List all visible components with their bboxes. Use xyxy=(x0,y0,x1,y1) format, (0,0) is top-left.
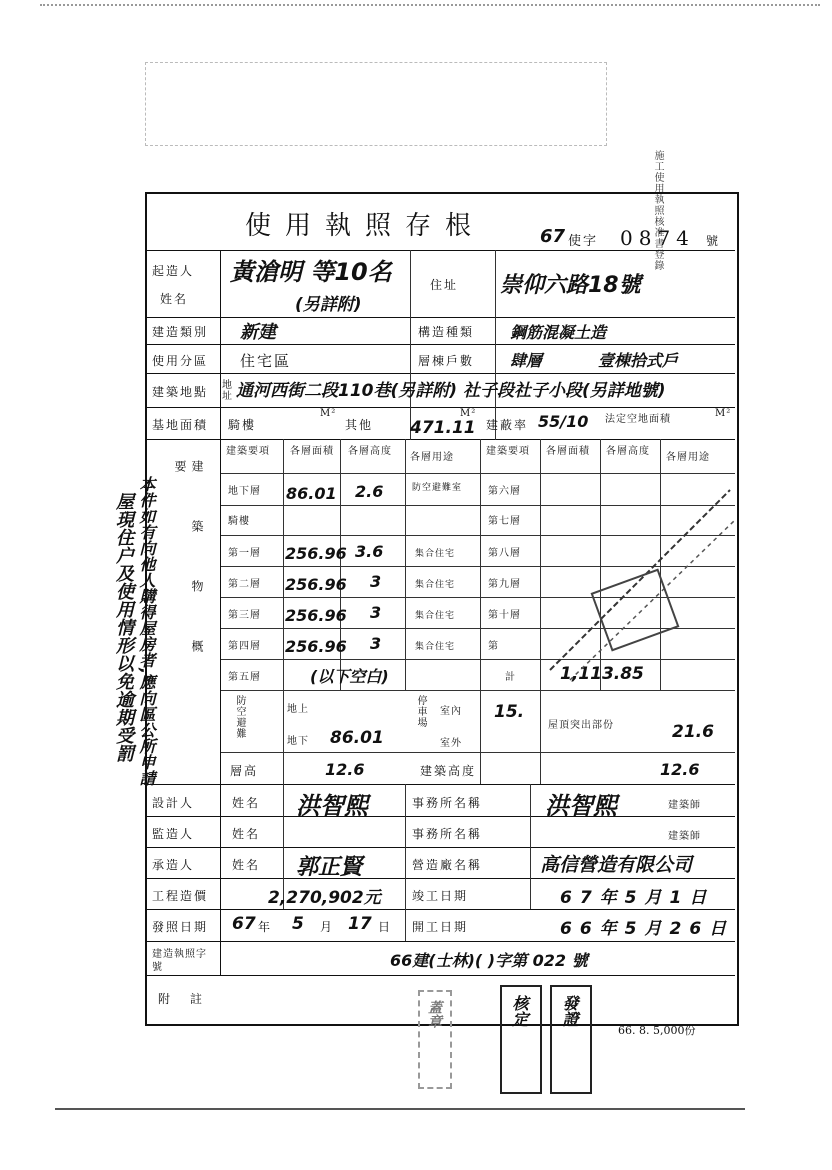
col-line xyxy=(495,250,496,440)
use-zone: 住宅區 xyxy=(240,352,292,370)
f4-label: 第四層 xyxy=(228,641,261,652)
site-location-label: 建築地點 xyxy=(152,385,209,399)
builder-note: (另詳附) xyxy=(295,295,362,315)
row-line xyxy=(145,344,735,345)
other-area: 471.11 xyxy=(410,418,476,438)
floors-households-label: 層棟戶數 xyxy=(418,354,475,368)
issue-year: 67 xyxy=(232,914,256,934)
legal-space-label: 法定空地面積 xyxy=(605,414,671,425)
margin-note-2: 本件如有向他人購得屋房者,應向區公所申請 xyxy=(137,476,156,787)
f4-height: 3 xyxy=(370,634,382,653)
above-label: 地上 xyxy=(287,704,309,715)
col-line xyxy=(480,439,481,784)
col-line xyxy=(405,784,406,941)
building-height: 12.6 xyxy=(660,760,700,779)
defense-label: 騎樓 xyxy=(228,418,257,432)
col-line xyxy=(410,250,411,440)
arcade-label: 騎樓 xyxy=(228,516,250,527)
floor-area-header: 各層面積 xyxy=(546,446,590,457)
floor-use-header: 各層用途 xyxy=(666,452,710,463)
base-area-label: 基地面積 xyxy=(152,418,209,432)
building-category: 新建 xyxy=(240,322,276,343)
row-line xyxy=(145,847,735,848)
f1-label: 第一層 xyxy=(228,548,261,559)
row-line xyxy=(145,407,735,408)
f-blank-label: 第 xyxy=(488,641,499,652)
building-category-label: 建造類別 xyxy=(152,325,209,339)
license-prefix: 67 xyxy=(540,226,566,247)
issue-month-unit: 月 xyxy=(320,920,335,934)
f7-label: 第七層 xyxy=(488,516,521,527)
margin-note: 屋現住户及使用情形以免逾期受罰 xyxy=(113,492,134,762)
row-line xyxy=(145,909,735,910)
name-label: 姓名 xyxy=(232,858,261,872)
f5-note: (以下空白) xyxy=(310,667,389,686)
start-date-label: 竣工日期 xyxy=(412,889,469,903)
total-label: 計 xyxy=(505,672,516,683)
f5-label: 第五層 xyxy=(228,672,261,683)
shelter-below-area: 86.01 xyxy=(330,728,384,748)
indoor-label: 室內 xyxy=(440,706,462,717)
f2-use: 集合住宅 xyxy=(415,580,456,590)
f1-use: 集合住宅 xyxy=(415,549,456,559)
storey-height-label: 層高 xyxy=(230,764,259,778)
footer-print: 66. 8. 5,000份 xyxy=(618,1024,696,1037)
issue-month: 5 xyxy=(292,914,304,934)
finish-date: 66年5月26日 xyxy=(560,919,735,939)
f1-area: 256.96 xyxy=(285,544,347,563)
cost-value: 2,270,902元 xyxy=(268,888,381,908)
finish-date-label: 開工日期 xyxy=(412,920,469,934)
name-label: 姓名 xyxy=(232,796,261,810)
f4-area: 256.96 xyxy=(285,637,347,656)
other-label: 其他 xyxy=(345,418,374,432)
floors: 肆層 xyxy=(510,351,543,370)
f2-height: 3 xyxy=(370,572,382,591)
remark-label: 附註 xyxy=(158,992,223,1006)
storey-height: 12.6 xyxy=(325,760,365,779)
structure-type-label: 構造種類 xyxy=(418,325,475,339)
coverage: 55/10 xyxy=(538,412,589,431)
supervisor-label: 監造人 xyxy=(152,827,195,841)
designer-label: 設計人 xyxy=(152,796,195,810)
building-items-header: 建築要項 xyxy=(226,446,270,457)
parking-indoor: 15. xyxy=(494,702,525,722)
floor-use-header: 各層用途 xyxy=(410,452,454,463)
site-location: 通河西街二段110巷(另詳附) 社子段社子小段(另詳地號) xyxy=(236,381,666,401)
office-name-label: 事務所名稱 xyxy=(412,796,483,810)
use-zone-label: 使用分區 xyxy=(152,354,209,368)
address-label: 住址 xyxy=(430,278,459,292)
diagonal-stamp-marks xyxy=(540,470,740,690)
start-date: 67年5月1日 xyxy=(560,888,715,908)
contractor-label: 承造人 xyxy=(152,858,195,872)
row-line xyxy=(145,975,735,976)
contractor-name: 郭正賢 xyxy=(296,855,363,880)
f10-label: 第十層 xyxy=(488,610,521,621)
m2-unit: M² xyxy=(460,408,477,419)
site-sub-label: 地址 xyxy=(222,380,233,402)
floor-height-header: 各層高度 xyxy=(348,446,392,457)
floor-height-header: 各層高度 xyxy=(606,446,650,457)
stamp-text: 核定 xyxy=(510,995,529,1027)
col-line xyxy=(283,439,284,784)
issue-day: 17 xyxy=(348,914,372,934)
m2-unit: M² xyxy=(320,408,337,419)
designer-name: 洪智熙 xyxy=(296,792,368,820)
issue-day-unit: 日 xyxy=(378,920,393,934)
builder-address: 崇仰六路18號 xyxy=(500,273,641,298)
basement-use: 防空避難室 xyxy=(412,483,463,493)
outdoor-label: 室外 xyxy=(440,738,462,749)
roof-area: 21.6 xyxy=(672,722,714,742)
row-line xyxy=(145,373,735,374)
col-line xyxy=(530,784,531,909)
license-suffix: 號 xyxy=(706,234,721,248)
f1-height: 3.6 xyxy=(355,542,384,561)
f3-use: 集合住宅 xyxy=(415,611,456,621)
col-line xyxy=(405,439,406,690)
row-line xyxy=(145,878,735,879)
f3-label: 第三層 xyxy=(228,610,261,621)
col-line xyxy=(220,250,221,975)
issue-date-label: 發照日期 xyxy=(152,920,209,934)
f4-use: 集合住宅 xyxy=(415,642,456,652)
building-items-header: 建築要項 xyxy=(486,446,530,457)
side-note: 施工使用執照核准書登錄 xyxy=(652,150,663,271)
row-line xyxy=(145,250,735,251)
builder-name: 黃滄明 等10名 xyxy=(230,258,392,286)
parking-label: 停車場 xyxy=(415,695,426,728)
name-label: 姓名 xyxy=(160,292,189,306)
floor-area-header: 各層面積 xyxy=(290,446,334,457)
f3-area: 256.96 xyxy=(285,606,347,625)
basement-label: 地下層 xyxy=(228,486,261,497)
row-line xyxy=(220,752,735,753)
design-office: 洪智熙 xyxy=(545,792,617,820)
building-height-label: 建築高度 xyxy=(420,764,477,778)
total-area: 1,113.85 xyxy=(560,664,644,684)
coverage-label: 建蔽率 xyxy=(486,418,529,432)
row-line xyxy=(145,317,735,318)
stamp-text: 發證 xyxy=(560,995,579,1027)
f2-area: 256.96 xyxy=(285,575,347,594)
roof-part-label: 屋頂突出部份 xyxy=(548,720,614,731)
company-name-label: 營造廠名稱 xyxy=(412,858,483,872)
license-number: 0874 xyxy=(620,226,695,250)
architect-suffix: 建築師 xyxy=(668,831,701,842)
row-line xyxy=(220,690,735,691)
f6-label: 第六層 xyxy=(488,486,521,497)
architect-suffix: 建築師 xyxy=(668,800,701,811)
permit-number: 66建(士林)( )字第 022 號 xyxy=(390,951,588,970)
f2-label: 第二層 xyxy=(228,579,261,590)
builder-label: 起造人 xyxy=(152,264,195,278)
below-label: 地下 xyxy=(287,736,309,747)
basement-height: 2.6 xyxy=(355,482,384,501)
form-title: 使用執照存根 xyxy=(245,211,486,241)
row-line xyxy=(145,941,735,942)
architecture-label: 建築物概要 xyxy=(173,460,204,700)
m2-unit: M² xyxy=(715,408,732,419)
scan-bottom-line xyxy=(55,1108,745,1110)
f9-label: 第九層 xyxy=(488,579,521,590)
row-line xyxy=(145,439,735,440)
issue-year-unit: 年 xyxy=(258,920,273,934)
scan-header-mark xyxy=(145,62,607,146)
f8-label: 第八層 xyxy=(488,548,521,559)
contract-company: 高信營造有限公司 xyxy=(540,854,693,876)
permit-label: 建造執照字號 xyxy=(152,949,207,973)
shelter-label: 防空避難 xyxy=(234,695,245,739)
structure-type: 鋼筋混凝土造 xyxy=(510,323,607,342)
cost-label: 工程造價 xyxy=(152,889,209,903)
f3-height: 3 xyxy=(370,603,382,622)
row-line xyxy=(145,816,735,817)
stamp-text: 蓋章 xyxy=(426,1000,442,1028)
name-label: 姓名 xyxy=(232,827,261,841)
license-mid: 使字 xyxy=(568,234,599,249)
scan-top-line xyxy=(40,4,820,6)
office-name-label: 事務所名稱 xyxy=(412,827,483,841)
households: 壹棟拾式戶 xyxy=(598,351,679,370)
basement-area: 86.01 xyxy=(286,484,337,503)
